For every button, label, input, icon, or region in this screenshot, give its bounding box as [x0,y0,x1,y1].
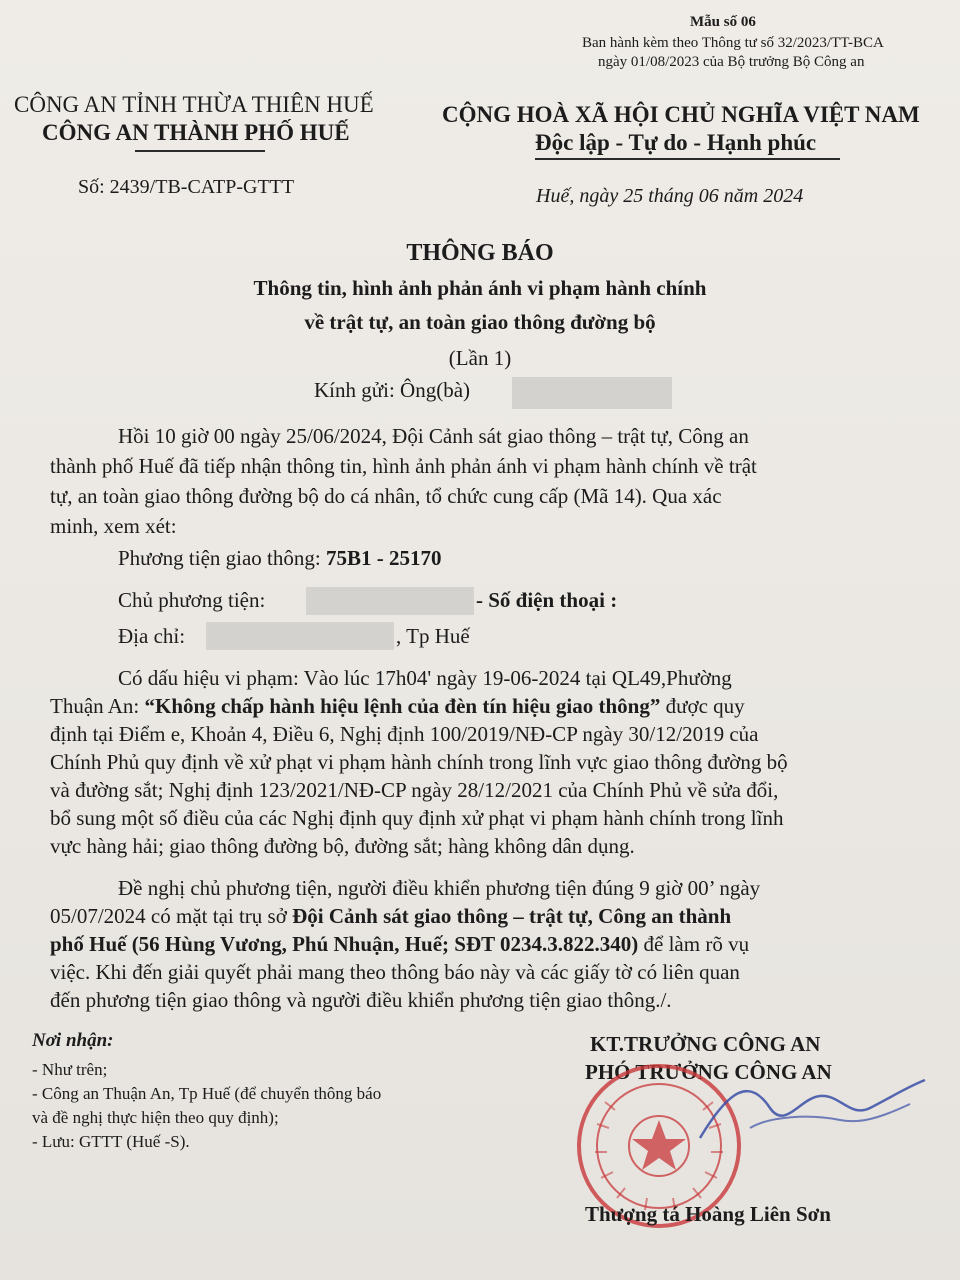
request-line-5: đến phương tiện giao thông và người điều khiển phương tiện giao thông./. [50,988,672,1012]
request-line-4: việc. Khi đến giải quyết phải mang theo thông báo này và các giấy tờ có liên quan [50,960,740,984]
address-redaction [206,622,394,650]
doc-subtitle-1: Thông tin, hình ảnh phản ánh vi phạm hành chính [253,276,707,300]
doc-number: Số: 2439/TB-CATP-GTTT [78,176,295,198]
recipients-title: Nơi nhận: [32,1030,114,1051]
violation-line-3: định tại Điểm e, Khoản 4, Điều 6, Nghị định 100/2019/NĐ-CP ngày 30/12/2019 của [50,722,759,746]
org-underline [135,150,265,152]
request-line-3-end: để làm rõ vụ [638,932,750,956]
form-issued-line-2: ngày 01/08/2023 của Bộ trưởng Bộ Công an [598,54,865,70]
vehicle-label: Phương tiện giao thông: [118,546,326,570]
violation-line-7: vực hàng hải; giao thông đường bộ, đường sắt; hàng không dân dụng. [50,834,635,858]
vehicle-line [118,546,960,571]
signature-title-1: KT.TRƯỞNG CÔNG AN [590,1032,821,1056]
recipients-item-3: và đề nghị thực hiện theo quy định); [32,1108,279,1127]
address-city: , Tp Huế [396,624,470,648]
vehicle-plate: 75B1 - 25170 [325,546,442,570]
violation-line-1: Có dấu hiệu vi phạm: Vào lúc 17h04' ngày 19-06-2024 tại QL49,Phường [118,666,732,690]
address-label: Địa chỉ: [118,624,186,648]
intro-line-2: thành phố Huế đã tiếp nhận thông tin, hình ảnh phản ánh vi phạm hành chính về trật [50,454,757,478]
request-office: Đội Cảnh sát giao thông – trật tự, Công an thành [292,904,732,928]
org-parent: CÔNG AN TỈNH THỪA THIÊN HUẾ [14,92,374,117]
motto-underline [535,158,840,160]
org-name: CÔNG AN THÀNH PHỐ HUẾ [42,120,350,145]
signature-title-2: PHÓ TRƯỞNG CÔNG AN [585,1060,832,1084]
request-line-2-start: 05/07/2024 có mặt tại trụ sở [50,904,293,928]
intro-line-1: Hồi 10 giờ 00 ngày 25/06/2024, Đội Cảnh sát giao thông – trật tự, Công an [118,424,749,448]
recipient-redaction [512,377,672,409]
violation-line-6: bổ sung một số điều của các Nghị định quy định xử phạt vi phạm hành chính trong lĩnh [50,806,784,830]
request-line-1: Đề nghị chủ phương tiện, người điều khiển phương tiện đúng 9 giờ 00’ ngày [118,876,761,900]
request-line-3 [50,932,910,957]
owner-label: Chủ phương tiện: [118,588,266,612]
violation-line-4: Chính Phủ quy định về xử phạt vi phạm hành chính trong lĩnh vực giao thông đường bộ [50,750,788,774]
form-issued-line-1: Ban hành kèm theo Thông tư số 32/2023/TT-BCA [582,35,884,51]
recipients-item-1: - Như trên; [32,1060,108,1079]
doc-title: THÔNG BÁO [406,240,554,266]
recipients-item-2: - Công an Thuận An, Tp Huế (để chuyển thông báo [32,1084,382,1103]
violation-location: Thuận An: [50,694,145,718]
doc-subtitle-2: về trật tự, an toàn giao thông đường bộ [304,310,656,334]
violation-line-2-end: được quy [660,694,745,718]
request-address: phố Huế (56 Hùng Vương, Phú Nhuận, Huế; SĐT 0234.3.822.340) [50,932,639,956]
national-motto: Độc lập - Tự do - Hạnh phúc [535,130,817,155]
violation-description: “Không chấp hành hiệu lệnh của đèn tín hiệu giao thông” [144,694,661,718]
intro-line-4: minh, xem xét: [50,514,177,538]
signer-name: Thượng tá Hoàng Liên Sơn [585,1202,831,1226]
handwritten-signature [690,1068,930,1158]
violation-line-5: và đường sắt; Nghị định 123/2021/NĐ-CP ngày 28/12/2021 của Chính Phủ về sửa đổi, [50,778,779,802]
phone-label: - Số điện thoại : [476,588,618,612]
doc-round: (Lần 1) [448,346,512,370]
request-line-2 [50,904,910,929]
violation-line-2 [50,694,910,719]
recipients-item-4: - Lưu: GTTT (Huế -S). [32,1132,190,1151]
place-date: Huế, ngày 25 tháng 06 năm 2024 [536,185,804,207]
form-number: Mẫu số 06 [690,14,756,30]
recipient-label: Kính gửi: Ông(bà) [314,378,471,402]
owner-redaction [306,587,474,615]
republic-name: CỘNG HOÀ XÃ HỘI CHỦ NGHĨA VIỆT NAM [442,102,920,127]
intro-line-3: tự, an toàn giao thông đường bộ do cá nhân, tổ chức cung cấp (Mã 14). Qua xác [50,484,722,508]
